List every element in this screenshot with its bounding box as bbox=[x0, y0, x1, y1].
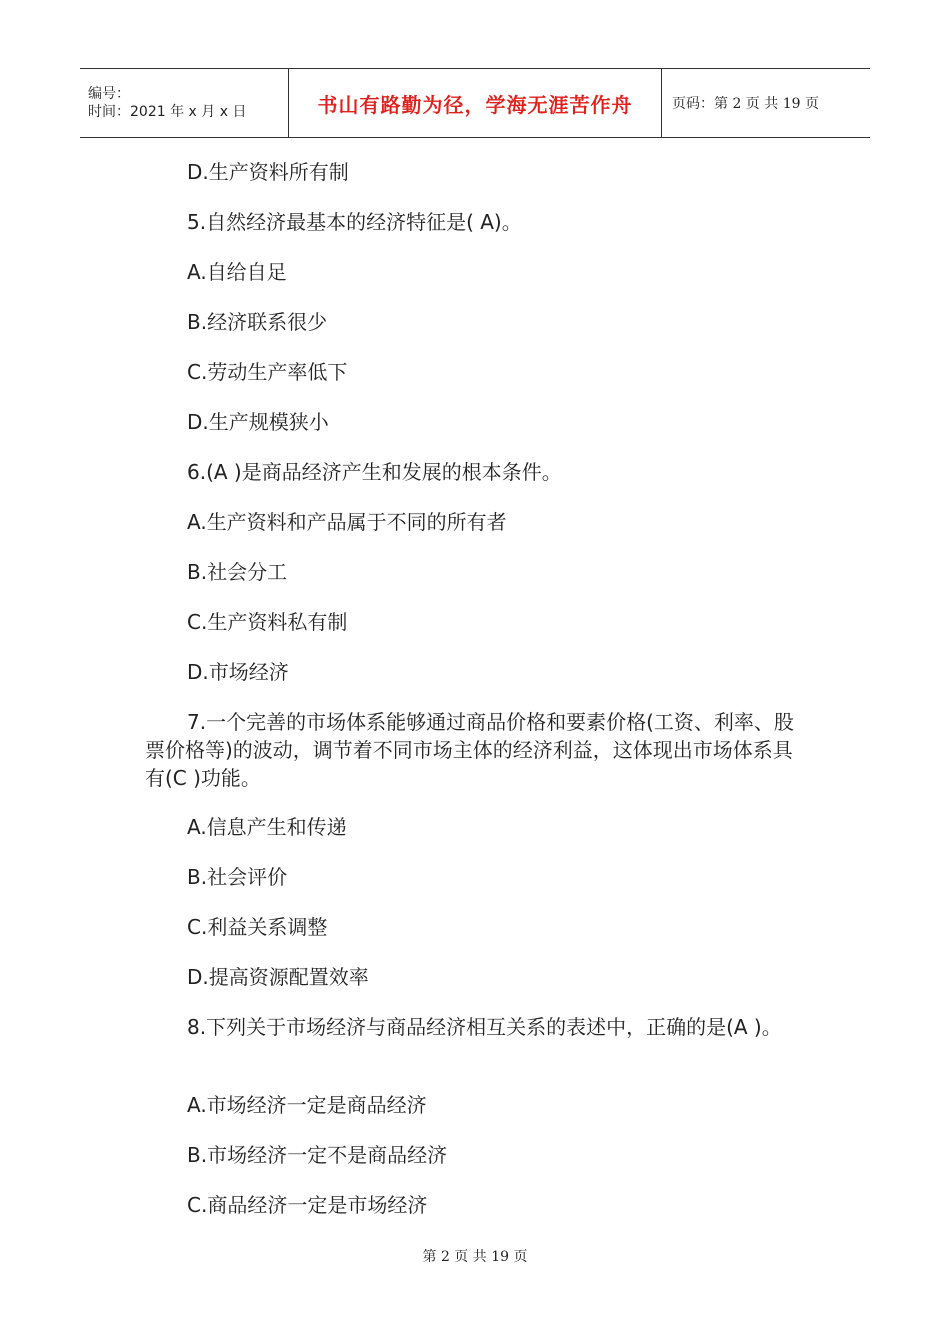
option-a: A.自给自足 bbox=[187, 260, 287, 284]
page-info: 页码：第 2 页 共 19 页 bbox=[672, 96, 819, 112]
option-c: C.生产资料私有制 bbox=[187, 610, 348, 634]
option-b: B.经济联系很少 bbox=[187, 310, 328, 334]
motto: 书山有路勤为径，学海无涯苦作舟 bbox=[317, 92, 633, 117]
question-8: 8.下列关于市场经济与商品经济相互关系的表述中，正确的是(A )。 bbox=[187, 1015, 782, 1039]
option-a: A.市场经济一定是商品经济 bbox=[187, 1093, 427, 1117]
header-page-info bbox=[662, 69, 870, 137]
option-c: C.利益关系调整 bbox=[187, 915, 328, 939]
option-a: A.信息产生和传递 bbox=[187, 815, 347, 839]
document-header bbox=[80, 68, 870, 138]
option-c: C.商品经济一定是市场经济 bbox=[187, 1193, 428, 1217]
option-b: B.社会评价 bbox=[187, 865, 288, 889]
header-motto-cell bbox=[289, 69, 662, 137]
question-6: 6.(A )是商品经济产生和发展的根本条件。 bbox=[187, 460, 562, 484]
option-d: D.市场经济 bbox=[187, 660, 289, 684]
option-b: B.市场经济一定不是商品经济 bbox=[187, 1143, 448, 1167]
time-label: 时间：2021 年 x 月 x 日 bbox=[88, 104, 247, 120]
question-7: 7.一个完善的市场体系能够通过商品价格和要素价格(工资、利率、股票价格等)的波动，调节着不同市场主体的经济利益，这体现出市场体系具有(C )功能。 bbox=[145, 710, 794, 790]
option-d: D.生产规模狭小 bbox=[187, 410, 329, 434]
number-label: 编号： bbox=[88, 86, 130, 102]
option-d: D.提高资源配置效率 bbox=[187, 965, 369, 989]
option-d: D.生产资料所有制 bbox=[187, 160, 349, 184]
option-b: B.社会分工 bbox=[187, 560, 288, 584]
question-5: 5.自然经济最基本的经济特征是( A)。 bbox=[187, 210, 522, 234]
page-footer: 第 2 页 共 19 页 bbox=[422, 1249, 528, 1265]
option-a: A.生产资料和产品属于不同的所有者 bbox=[187, 510, 507, 534]
header-meta bbox=[80, 69, 289, 137]
option-c: C.劳动生产率低下 bbox=[187, 360, 348, 384]
